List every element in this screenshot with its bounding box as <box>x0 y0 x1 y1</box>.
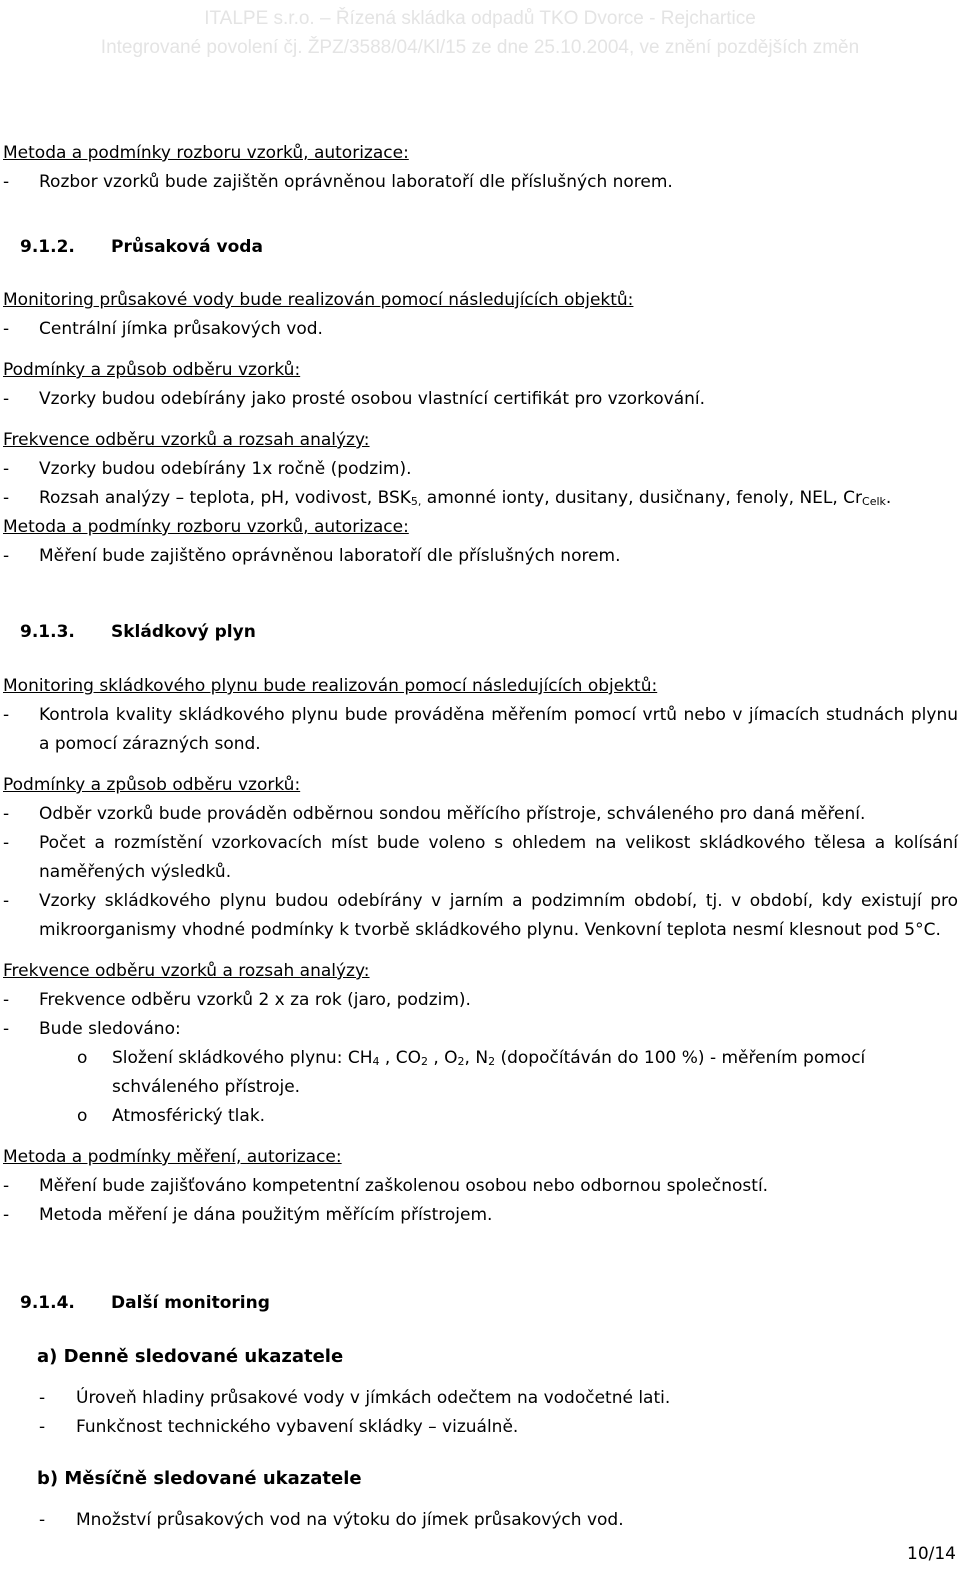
list-item: - Množství průsakových vod na výtoku do jímek průsakových vod. <box>39 1510 624 1530</box>
leachate-intro: Monitoring průsakové vody bude realizován pomocí následujících objektů: <box>3 290 634 310</box>
list-item: - Bude sledováno: <box>3 1019 181 1039</box>
list-item: - Kontrola kvality skládkového plynu bude prováděna měřením pomocí vrtů nebo v jímacích studnách plynu a pomocí zárazných sond. <box>3 705 958 754</box>
list-item: - Funkčnost technického vybavení skládky – vizuálně. <box>39 1417 519 1437</box>
page-number: 10/14 <box>907 1544 956 1564</box>
section-title: Průsaková voda <box>111 237 263 257</box>
list-item: - Rozsah analýzy – teplota, pH, vodivost, $BSK_{5,}$ amonné ionty, dusitany, dusičnany, fenoly, NEL, $Cr_{Celk}$. <box>3 488 892 508</box>
landfill-gas-section <box>3 672 958 1230</box>
landfill-gas-intro: Monitoring skládkového plynu bude realizován pomocí následujících objektů: <box>3 676 658 696</box>
list-item: - Úroveň hladiny průsakové vody v jímkách odečtem na vodočetné lati. <box>39 1388 671 1408</box>
list-item: - Rozbor vzorků bude zajištěn oprávněnou laboratoří dle příslušných norem. <box>3 172 673 192</box>
section-title: Další monitoring <box>111 1293 270 1313</box>
analysis-method-heading: Metoda a podmínky rozboru vzorků, autorizace: <box>3 517 409 537</box>
sampling-conditions-heading: Podmínky a způsob odběru vzorků: <box>3 360 301 380</box>
list-item: - Frekvence odběru vzorků 2 x za rok (jaro, podzim). <box>3 990 471 1010</box>
analysis-method-block <box>3 139 958 197</box>
daily-indicators-heading: a) Denně sledované ukazatele <box>37 1346 344 1367</box>
header-line-2: Integrované povolení čj. ŽPZ/3588/04/Kl/15 ze dne 25.10.2004, ve znění pozdějších změn <box>100 37 860 58</box>
monthly-indicators-heading: b) Měsíčně sledované ukazatele <box>37 1468 362 1489</box>
list-item: - Vzorky budou odebírány 1x ročně (podzim). <box>3 459 412 479</box>
header-line-1: ITALPE s.r.o. – Řízená skládka odpadů TKO Dvorce - Rejchartice <box>204 8 756 29</box>
list-item: - Vzorky budou odebírány jako prosté osobou vlastnící certifikát pro vzorkování. <box>3 389 706 409</box>
section-title: Skládkový plyn <box>111 622 256 642</box>
list-item: - Centrální jímka průsakových vod. <box>3 319 323 339</box>
section-number: 9.1.4. <box>20 1293 75 1313</box>
section-number: 9.1.3. <box>20 622 75 642</box>
leachate-section <box>3 286 958 571</box>
list-item: - Metoda měření je dána použitým měřícím přístrojem. <box>3 1205 493 1225</box>
list-item: - Odběr vzorků bude prováděn odběrnou sondou měřícího přístroje, schváleného pro daná měření. <box>3 804 866 824</box>
monthly-indicators-list <box>3 1506 958 1535</box>
frequency-heading: Frekvence odběru vzorků a rozsah analýzy: <box>3 961 370 981</box>
list-item: - Měření bude zajišťováno kompetentní zaškolenou osobou nebo odbornou společností. <box>3 1176 769 1196</box>
sub-list-item: o Složení skládkového plynu: $CH_4$ , $CO_2$ , $O_2$, $N_2$ (dopočítáván do 100 %) - měřením pomocí schváleného přístroje. <box>77 1048 866 1097</box>
sampling-conditions-heading: Podmínky a způsob odběru vzorků: <box>3 775 301 795</box>
section-number: 9.1.2. <box>20 237 75 257</box>
page-header <box>0 4 960 62</box>
list-item: - Měření bude zajištěno oprávněnou laboratoří dle příslušných norem. <box>3 546 621 566</box>
frequency-heading: Frekvence odběru vzorků a rozsah analýzy: <box>3 430 370 450</box>
measurement-method-heading: Metoda a podmínky měření, autorizace: <box>3 1147 342 1167</box>
daily-indicators-list <box>3 1384 958 1442</box>
list-item: - Počet a rozmístění vzorkovacích míst bude voleno s ohledem na velikost skládkového tělesa a kolísání naměřených výsledků. <box>3 833 958 882</box>
sub-list-item: o Atmosférický tlak. <box>77 1106 266 1126</box>
analysis-method-heading: Metoda a podmínky rozboru vzorků, autorizace: <box>3 143 409 163</box>
list-item: - Vzorky skládkového plynu budou odebírány v jarním a podzimním období, tj. v období, kdy existují pro mikroorganismy vhodné podmínky k tvorbě skládkového plynu. Venkovní teplota nesmí klesnout pod 5°C. <box>3 891 958 940</box>
